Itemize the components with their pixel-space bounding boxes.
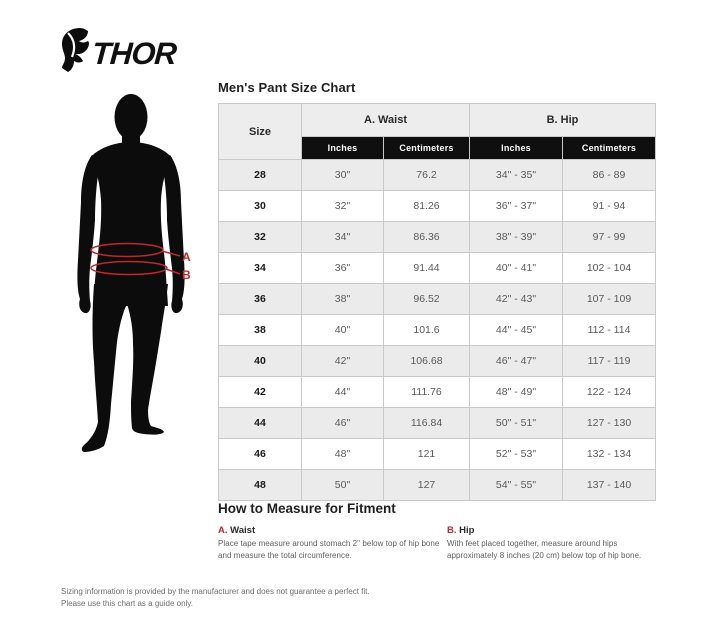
waist-cm-cell: 106.68 [384, 346, 470, 377]
waist-inches-cell: 40" [302, 315, 384, 346]
table-row [219, 315, 656, 346]
waist-inches-cell: 46" [302, 408, 384, 439]
measure-waist-label [218, 525, 440, 536]
measure-hip-label [447, 525, 657, 536]
hip-inches-cell: 36" - 37" [470, 191, 563, 222]
hip-cm-cell: 137 - 140 [563, 470, 656, 501]
measure-hip-letter: B. [447, 525, 457, 536]
table-row [219, 377, 656, 408]
size-cell: 34 [219, 253, 302, 284]
hip-cm-cell: 91 - 94 [563, 191, 656, 222]
column-header-size: Size [219, 104, 302, 160]
subheader-waist-inches: Inches [302, 137, 384, 160]
hip-cm-cell: 122 - 124 [563, 377, 656, 408]
hip-cm-cell: 132 - 134 [563, 439, 656, 470]
how-to-measure-section [218, 501, 658, 563]
measure-waist-column [218, 525, 440, 563]
hip-inches-cell: 46" - 47" [470, 346, 563, 377]
hip-inches-cell: 40" - 41" [470, 253, 563, 284]
subheader-hip-inches: Inches [470, 137, 563, 160]
measure-hip-text: With feet placed together, measure around hips approximately 8 inches (20 cm) below top of hip bone. [447, 539, 642, 561]
table-row [219, 284, 656, 315]
measure-hip-word: Hip [459, 525, 475, 536]
waist-cm-cell: 76.2 [384, 160, 470, 191]
chart-title: Men's Pant Size Chart [218, 80, 356, 95]
hip-cm-cell: 127 - 130 [563, 408, 656, 439]
disclaimer-line-1: Sizing information is provided by the manufacturer and does not guarantee a perfect fit. [61, 587, 370, 596]
hip-label-b: B [182, 268, 191, 282]
hip-inches-cell: 42" - 43" [470, 284, 563, 315]
disclaimer [61, 586, 370, 610]
hip-cm-cell: 97 - 99 [563, 222, 656, 253]
measure-waist-text: Place tape measure around stomach 2" below top of hip bone and measure the total circumference. [218, 539, 440, 561]
thor-ram-head-icon [62, 28, 89, 72]
group-header-row [219, 104, 656, 137]
size-cell: 40 [219, 346, 302, 377]
hip-inches-cell: 54" - 55" [470, 470, 563, 501]
waist-cm-cell: 111.76 [384, 377, 470, 408]
size-cell: 48 [219, 470, 302, 501]
waist-cm-cell: 116.84 [384, 408, 470, 439]
measure-waist-letter: A. [218, 525, 228, 536]
table-row [219, 191, 656, 222]
hip-cm-cell: 117 - 119 [563, 346, 656, 377]
waist-cm-cell: 127 [384, 470, 470, 501]
hip-cm-cell: 86 - 89 [563, 160, 656, 191]
size-cell: 32 [219, 222, 302, 253]
waist-inches-cell: 48" [302, 439, 384, 470]
size-cell: 36 [219, 284, 302, 315]
hip-cm-cell: 107 - 109 [563, 284, 656, 315]
waist-inches-cell: 50" [302, 470, 384, 501]
table-row [219, 222, 656, 253]
table-row [219, 346, 656, 377]
waist-inches-cell: 38" [302, 284, 384, 315]
table-row [219, 408, 656, 439]
waist-inches-cell: 32" [302, 191, 384, 222]
waist-cm-cell: 96.52 [384, 284, 470, 315]
hip-cm-cell: 112 - 114 [563, 315, 656, 346]
hip-inches-cell: 44" - 45" [470, 315, 563, 346]
size-table-body [219, 160, 656, 501]
hip-inches-cell: 48" - 49" [470, 377, 563, 408]
waist-cm-cell: 86.36 [384, 222, 470, 253]
measure-waist-word: Waist [230, 525, 256, 536]
waist-inches-cell: 44" [302, 377, 384, 408]
size-cell: 44 [219, 408, 302, 439]
measure-hip-column [447, 525, 657, 563]
waist-cm-cell: 91.44 [384, 253, 470, 284]
table-row [219, 470, 656, 501]
hip-cm-cell: 102 - 104 [563, 253, 656, 284]
waist-inches-cell: 36" [302, 253, 384, 284]
body-measurement-figure [74, 92, 199, 458]
waist-inches-cell: 42" [302, 346, 384, 377]
table-row [219, 439, 656, 470]
column-header-hip: B. Hip [470, 104, 656, 137]
waist-cm-cell: 101.6 [384, 315, 470, 346]
thor-logo [60, 27, 185, 73]
table-row [219, 160, 656, 191]
table-row [219, 253, 656, 284]
waist-cm-cell: 121 [384, 439, 470, 470]
size-chart-table [218, 103, 656, 501]
subheader-hip-centimeters: Centimeters [563, 137, 656, 160]
hip-inches-cell: 50" - 51" [470, 408, 563, 439]
size-cell: 42 [219, 377, 302, 408]
column-header-waist: A. Waist [302, 104, 470, 137]
subheader-waist-centimeters: Centimeters [384, 137, 470, 160]
thor-wordmark: THOR [90, 36, 178, 71]
waist-inches-cell: 30" [302, 160, 384, 191]
size-cell: 46 [219, 439, 302, 470]
size-cell: 28 [219, 160, 302, 191]
man-silhouette [77, 94, 184, 452]
hip-inches-cell: 52" - 53" [470, 439, 563, 470]
waist-cm-cell: 81.26 [384, 191, 470, 222]
waist-label-a: A [182, 250, 191, 264]
hip-inches-cell: 34" - 35" [470, 160, 563, 191]
size-cell: 30 [219, 191, 302, 222]
measure-title: How to Measure for Fitment [218, 501, 396, 516]
size-cell: 38 [219, 315, 302, 346]
size-chart-section [218, 80, 657, 501]
waist-inches-cell: 34" [302, 222, 384, 253]
hip-inches-cell: 38" - 39" [470, 222, 563, 253]
disclaimer-line-2: Please use this chart as a guide only. [61, 599, 193, 608]
